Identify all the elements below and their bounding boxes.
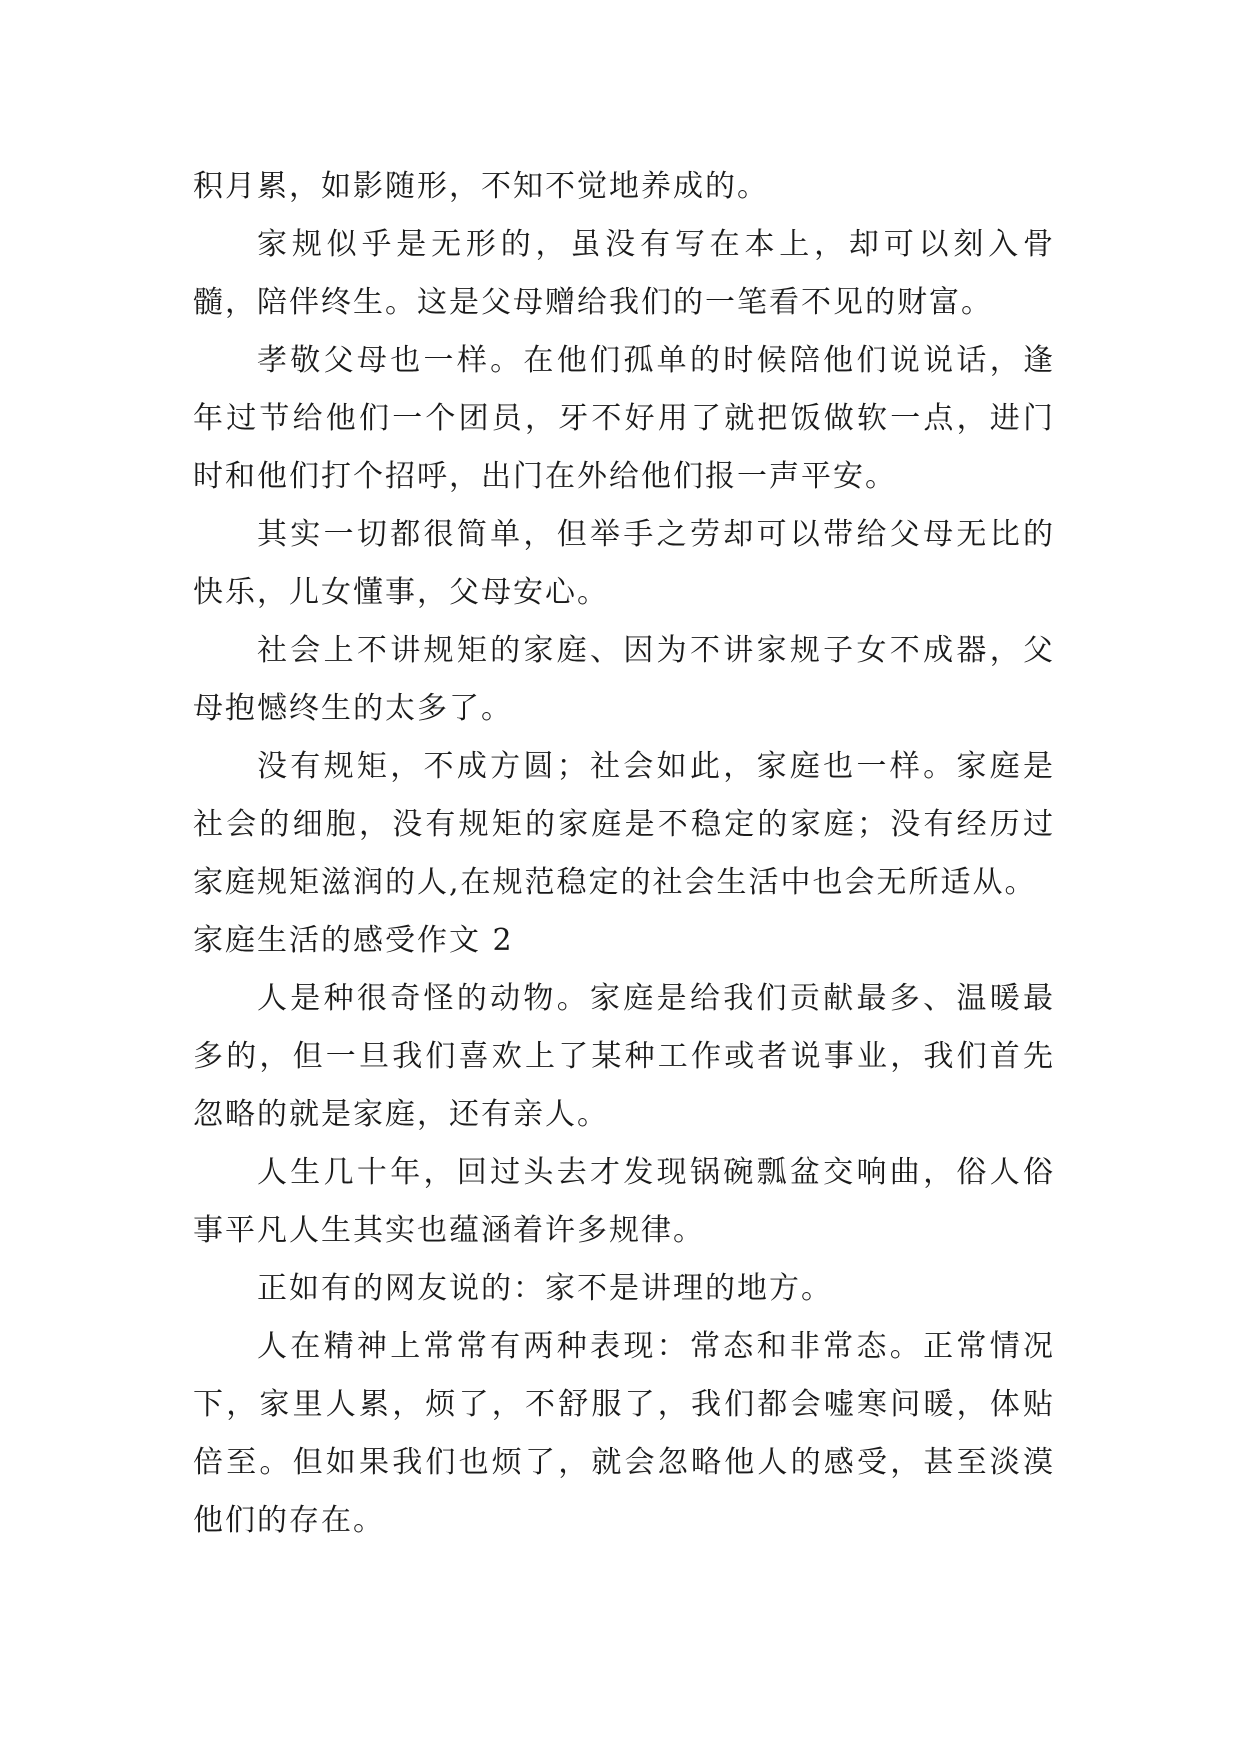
paragraph: 其实一切都很简单，但举手之劳却可以带给父母无比的快乐，儿女懂事，父母安心。: [193, 517, 1055, 610]
paragraph: 人生几十年，回过头去才发现锅碗瓢盆交响曲，俗人俗事平凡人生其实也蕴涵着许多规律。: [193, 1155, 1055, 1248]
paragraph: 孝敬父母也一样。在他们孤单的时候陪他们说说话，逢年过节给他们一个团员，牙不好用了就把饭做软一点，进门时和他们打个招呼，出门在外给他们报一声平安。: [193, 343, 1055, 494]
paragraph: 家规似乎是无形的，虽没有写在本上，却可以刻入骨髓，陪伴终生。这是父母赠给我们的一笔看不见的财富。: [193, 227, 1055, 320]
paragraph: 人在精神上常常有两种表现：常态和非常态。正常情况下，家里人累，烦了，不舒服了，我们都会嘘寒问暖，体贴倍至。但如果我们也烦了，就会忽略他人的感受，甚至淡漠他们的存在。: [193, 1329, 1055, 1538]
paragraph: 人是种很奇怪的动物。家庭是给我们贡献最多、温暖最多的，但一旦我们喜欢上了某种工作或者说事业，我们首先忽略的就是家庭，还有亲人。: [193, 981, 1055, 1132]
section-heading: 家庭生活的感受作文 2: [193, 923, 514, 958]
document-page: [193, 158, 1055, 1550]
paragraph: 社会上不讲规矩的家庭、因为不讲家规子女不成器，父母抱憾终生的太多了。: [193, 633, 1055, 726]
paragraph: 没有规矩，不成方圆；社会如此，家庭也一样。家庭是社会的细胞，没有规矩的家庭是不稳定的家庭；没有经历过家庭规矩滋润的人,在规范稳定的社会生活中也会无所适从。: [193, 749, 1055, 900]
paragraph: 正如有的网友说的：家不是讲理的地方。: [257, 1271, 833, 1306]
paragraph: 积月累，如影随形，不知不觉地养成的。: [193, 169, 769, 204]
